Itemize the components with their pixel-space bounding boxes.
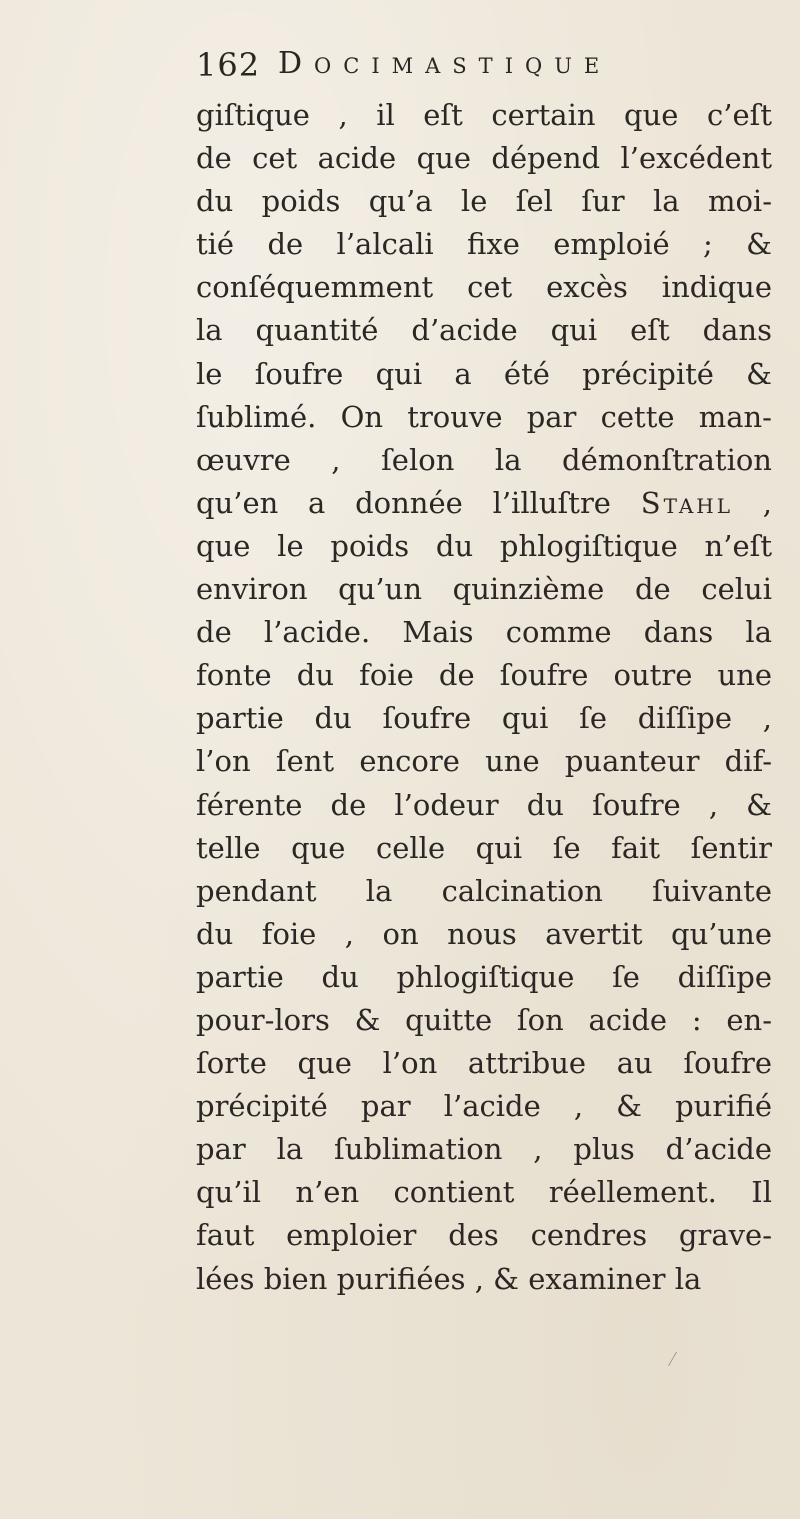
text-line: la quantité d’acide qui eſt dans [196,313,772,348]
text-line-stahl: qu’en a donnée l’illuſtre Stahl , [196,485,772,520]
margin-mark [668,1352,687,1366]
text-line: lées bien purifiées , & examiner la [196,1261,702,1296]
text-line: par la ſublimation , plus d’acide [196,1132,772,1167]
running-title: Docimastique [278,46,612,81]
text-line: pour-lors & quitte ſon acide : en- [196,1002,772,1037]
text-line: de l’acide. Mais comme dans la [196,615,772,650]
text-line: environ qu’un quinzième de celui [196,572,772,607]
text-line: de cet acide que dépend l’excédent [196,141,772,176]
text-line: partie du phlogiſtique ſe diſſipe [196,959,772,994]
text-line: faut emploier des cendres grave- [196,1218,772,1253]
text-line: ſublimé. On trouve par cette man- [196,399,772,434]
page-number: 162 [196,46,261,84]
running-head [196,46,756,96]
text-line: précipité par l’acide , & purifié [196,1089,772,1124]
text-line: le ſoufre qui a été précipité & [196,356,772,391]
text-line: qu’il n’en contient réellement. Il [196,1175,772,1210]
text-line: du poids qu’a le ſel ſur la moi- [196,184,772,219]
text-line: fonte du foie de ſoufre outre une [196,658,772,693]
text-line: que le poids du phlogiſtique n’eſt [196,528,772,563]
text-line: l’on ſent encore une puanteur dif- [196,744,772,779]
body-text [196,94,772,1301]
text-line: ſorte que l’on attribue au ſoufre [196,1046,772,1081]
author-name: Stahl [640,485,734,520]
text-line: férente de l’odeur du ſoufre , & [196,787,772,822]
text-line: telle que celle qui ſe fait ſentir [196,830,772,865]
text-line: tié de l’alcali fixe emploié ; & [196,227,772,262]
text-line: pendant la calcination ſuivante [196,873,772,908]
text-line: conſéquemment cet excès indique [196,270,772,305]
text-line: œuvre , ſelon la démonſtration [196,442,772,477]
text-line: partie du ſoufre qui ſe diſſipe , [196,701,772,736]
text-line: giſtique , il eſt certain que c’eſt [196,98,772,132]
text-line: du foie , on nous avertit qu’une [196,916,772,951]
